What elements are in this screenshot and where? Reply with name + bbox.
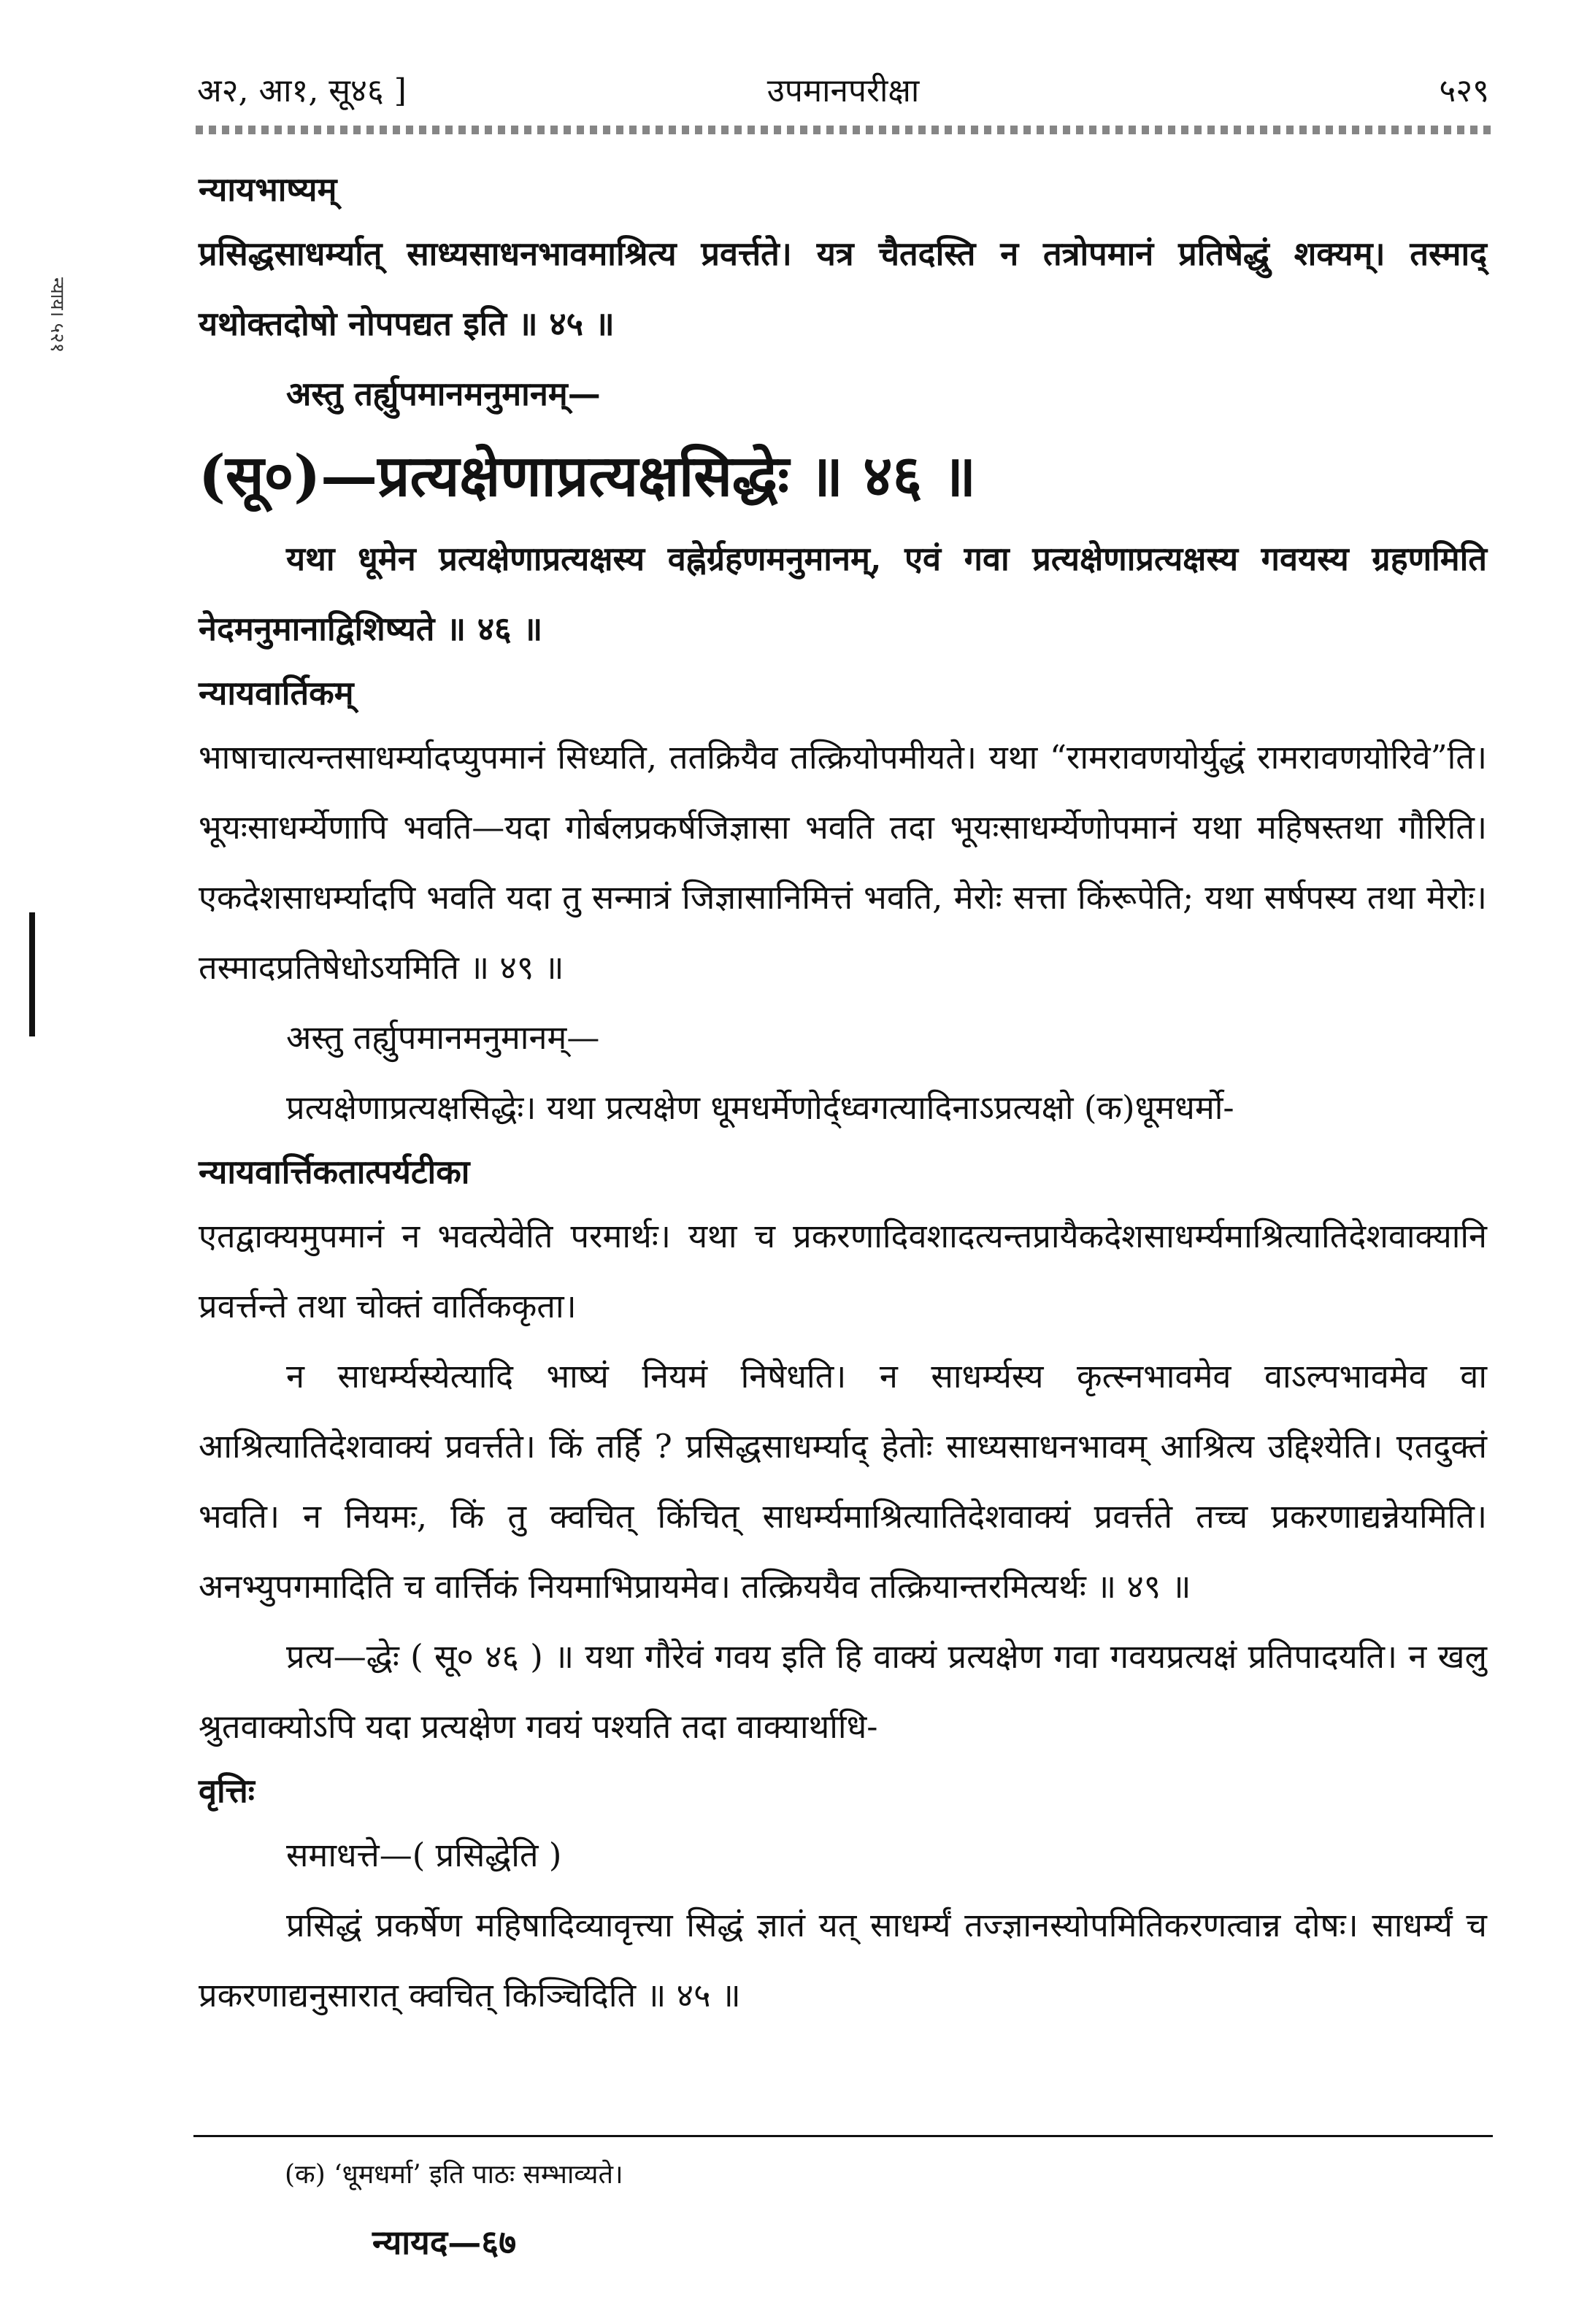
paragraph: प्रत्यक्षेणाप्रत्यक्षसिद्धेः। यथा प्रत्यक्षेण धूमधर्मेणोर्द्ध्वगत्यादिनाऽप्रत्यक्षो (क)धूमधर्मो-	[286, 1088, 1234, 1127]
paragraph: समाधत्ते—( प्रसिद्धेति )	[286, 1836, 562, 1874]
paragraph: प्रसिद्धं प्रकर्षेण महिषादिव्यावृत्त्या सिद्धं ज्ञातं यत् साधर्म्यं तज्ज्ञानस्योपमितिकरणत्वान्न दोषः। साधर्म्यं च प्रकरणाद्यनुसारात् क्वचित् किञ्चिदिति ॥ ४५ ॥	[199, 1906, 1487, 2015]
paragraph: अस्तु तर्ह्युपमानमनुमानम्—	[286, 374, 601, 413]
section-heading: न्यायभाष्यम्	[199, 170, 337, 209]
sutra-line: (सू०)—प्रत्यक्षेणाप्रत्यक्षसिद्धेः ॥ ४६ ॥	[199, 443, 977, 509]
section-heading: न्यायवार्त्तिकतात्पर्यटीका	[199, 1153, 470, 1191]
footnote: (क) ‘धूमधर्मा’ इति पाठः सम्भाव्यते।	[285, 2160, 623, 2190]
margin-mark	[29, 912, 35, 1036]
margin-note: न्याय। ५२१	[46, 277, 68, 353]
paragraph: अस्तु तर्ह्युपमानमनुमानम्—	[286, 1018, 600, 1057]
paragraph: प्रसिद्धसाधर्म्यात् साध्यसाधनभावमाश्रित्य प्रवर्त्तते। यत्र चैतदस्ति न तत्रोपमानं प्रतिषेद्धुं शक्यम्। तस्माद् यथोक्तदोषो नोपपद्यत इति ॥ ४५ ॥	[199, 234, 1487, 343]
paragraph: यथा धूमेन प्रत्यक्षेणाप्रत्यक्षस्य वह्नेर्ग्रहणमनुमानम्, एवं गवा प्रत्यक्षेणाप्रत्यक्षस्य गवयस्य ग्रहणमिति नेदमनुमानाद्विशिष्यते ॥ ४६ ॥	[199, 539, 1487, 648]
header-divider	[196, 126, 1491, 134]
section-heading: न्यायवार्तिकम्	[199, 674, 354, 712]
paragraph: एतद्वाक्यमुपमानं न भवत्येवेति परमार्थः। यथा च प्रकरणादिवशादत्यन्तप्रायैकदेशसाधर्म्यमाश्रित्यातिदेशवाक्यानि प्रवर्त्तन्ते तथा चोक्तं वार्तिककृता।	[199, 1217, 1487, 1325]
header-title: उपमानपरीक्षा	[766, 72, 920, 109]
paragraph: न साधर्म्यस्येत्यादि भाष्यं नियमं निषेधति। न साधर्म्यस्य कृत्स्नभावमेव वाऽल्पभावमेव वा आश्रित्यातिदेशवाक्यं प्रवर्त्तते। किं तर्हि ? प्रसिद्धसाधर्म्याद् हेतोः साध्यसाधनभावम् आश्रित्य उद्दिश्येति। एतदुक्तं भवति। न नियमः, किं तु क्वचित् किंचित् साधर्म्यमाश्रित्यातिदेशवाक्यं प्रवर्त्तते तच्च प्रकरणाद्यन्नेयमिति। अनभ्युपगमादिति च वार्त्तिकं नियमाभिप्रायमेव। तत्क्रिययैव तत्क्रियान्तरमित्यर्थः ॥ ४९ ॥	[199, 1357, 1487, 1606]
page-header	[197, 67, 1489, 118]
header-reference: अ२, आ१, सू४६ ]	[197, 72, 407, 109]
body-text	[199, 161, 1487, 2031]
footnote-divider	[193, 2135, 1493, 2137]
paragraph: प्रत्य—द्धेः ( सू० ४६ ) ॥ यथा गौरेवं गवय इति हि वाक्यं प्रत्यक्षेण गवा गवयप्रत्यक्षं प्रतिपादयति। न खलु श्रुतवाक्योऽपि यदा प्रत्यक्षेण गवयं पश्यति तदा वाक्यार्थाधि-	[199, 1637, 1487, 1746]
section-heading: वृत्तिः	[199, 1771, 255, 1810]
signature-mark: न्यायद—६७	[372, 2223, 517, 2262]
page-number: ५२९	[1439, 72, 1489, 109]
paragraph: भाषाचात्यन्तसाधर्म्यादप्युपमानं सिध्यति, ततक्रियैव तत्क्रियोपमीयते। यथा “रामरावणयोर्युद्धं रामरावणयोरिवे”ति। भूयःसाधर्म्येणापि भवति—यदा गोर्बलप्रकर्षजिज्ञासा भवति तदा भूयःसाधर्म्येणोपमानं यथा महिषस्तथा गौरिति। एकदेशसाधर्म्यादपि भवति यदा तु सन्मात्रं जिज्ञासानिमित्तं भवति, मेरोः सत्ता किंरूपेति; यथा सर्षपस्य तथा मेरोः। तस्मादप्रतिषेधोऽयमिति ॥ ४९ ॥	[199, 738, 1487, 987]
